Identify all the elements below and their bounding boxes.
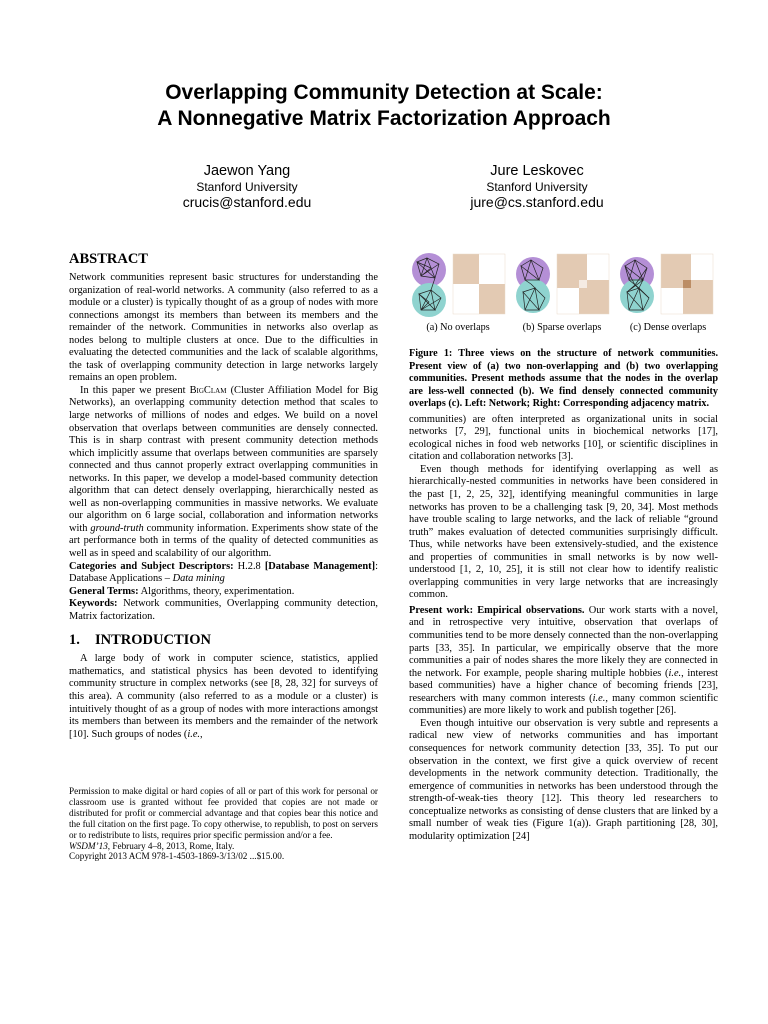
categories-line — [69, 561, 378, 586]
venue-details: , February 4–8, 2013, Rome, Italy. — [107, 840, 235, 851]
author-block-1 — [117, 162, 377, 211]
abstract-paragraph-2 — [69, 385, 378, 561]
author-affiliation: Stanford University — [486, 180, 588, 194]
right-column — [409, 250, 718, 843]
introduction-heading — [69, 631, 378, 649]
present-work-heading: Present work: Empirical observations. — [409, 604, 585, 616]
right-paragraph-1: communities) are often interpreted as organizational units in social networks [7, 29], functional units in biochemical networks [17], ecological niches in food web networks [10], or scientific disciplines in citation and collaboration networks [3]. — [409, 413, 718, 463]
matrix-block — [453, 254, 479, 284]
keywords-label: Keywords: — [69, 598, 118, 610]
present-work-b: , interest based communities) have a higher chance of becoming friends [23], researchers with many common interests ( — [409, 667, 718, 704]
abstract-heading: ABSTRACT — [69, 251, 148, 267]
present-work-ie: i.e. — [668, 667, 682, 679]
matrix-overlap — [683, 280, 691, 288]
permission-text: Permission to make digital or hard copies of all or part of this work for personal or classroom use is granted without fee provided that copies are not made or distributed for profit or commercial advantage and that copies bear this notice and the full citation on the first page. To copy otherwise, to republish, to post on servers or to redistribute to lists, requires prior specific permission and/or a fee. — [69, 786, 378, 840]
right-paragraph-4: Even though intuitive our observation is very subtle and represents a radical new view of networks communities and has important consequences for network community detection [33, 35]. To put our observation in the context, we first give a quick overview of recent developments in the network community detection. Traditionally, the emergence of communities in networks has been understood through the strength-of-weak-ties theory [12]. This theory led researchers to conceptualize networks as consisting of dense clusters that are linked by a small number of weak ties (Figure 1(a)). Graph partitioning [28, 30], modularity optimization [24] — [409, 717, 718, 842]
categories-code: H.2.8 — [233, 560, 265, 572]
section-title: INTRODUCTION — [95, 632, 212, 649]
bigclam-name: BigClam — [189, 384, 227, 396]
categories-sub: : Database Applications – — [69, 560, 378, 585]
panel-c-graphic — [617, 252, 717, 322]
categories-db: [Database Management] — [264, 560, 376, 572]
venue-line — [69, 841, 378, 852]
left-column — [69, 250, 378, 741]
author-email[interactable]: crucis@stanford.edu — [182, 194, 312, 210]
abstract-p2-c: community information. Experiments show state of the art performance both in terms of the quality of detected communities as well as in speed and scalability of our algorithm. — [69, 522, 379, 560]
section-number: 1. — [69, 632, 80, 649]
terms-value: Algorithms, theory, experimentation. — [138, 585, 295, 597]
author-block-2 — [407, 162, 667, 211]
matrix-overlap — [579, 280, 587, 288]
intro-p1-a: A large body of work in computer science, statistics, applied mathematics, and statistical physics has been devoted to identifying community structure in complex networks (see [8, 28, 32] for surveys of this area). A community (also referred to as a module or a cluster) is intuitively thought of as a group of nodes with more interactions amongst its members than between its members and the remainder of the network [10]. Such groups of nodes ( — [69, 653, 378, 740]
subcaption-b: (b) Sparse overlaps — [522, 322, 602, 333]
panel-no-overlaps — [409, 252, 509, 328]
author-name: Jure Leskovec — [490, 163, 584, 179]
terms-label: General Terms: — [69, 585, 139, 597]
panel-sparse-overlaps — [513, 252, 613, 328]
subcaption-a: (a) No overlaps — [426, 322, 490, 333]
figure-caption: Figure 1: Three views on the structure of network communities. Present view of (a) two non-overlapping and (b) two overlapping communities. Present methods assume that the nodes in the overlap are less-well connected (b). We find densely connected community overlaps (c). Left: Network; Right: Corresponding adjacency matrix. — [409, 348, 718, 410]
general-terms-line — [69, 586, 378, 599]
present-work-ie-2: i.e. — [592, 692, 606, 704]
title-line-1: Overlapping Community Detection at Scale: — [165, 81, 603, 104]
abstract-p2-a: In this paper we present — [80, 384, 190, 396]
keywords-line — [69, 598, 378, 623]
community-teal — [412, 283, 446, 317]
present-work-paragraph — [409, 605, 718, 718]
abstract-p2-b: (Cluster Affiliation Model for Big Networks), an overlapping community detection method that scales to large networks of millions of nodes and edges. We build on a novel observation that overlaps between communities are densely connected. This is in sharp contrast with present community detection methods which implicitly assume that overlaps between communities are sparsely connected and thus cannot properly extract overlapping communities in networks. In this paper, we develop a model-based community detection algorithm that can detect densely overlapping, hierarchically nested as well as non-overlapping communities in massive networks. We evaluate our algorithm on 6 large social, collaboration and information networks with — [69, 384, 378, 534]
intro-paragraph-1 — [69, 653, 378, 741]
author-affiliation: Stanford University — [196, 180, 298, 194]
categories-mining: Data mining — [172, 573, 225, 585]
intro-ie: i.e. — [187, 728, 201, 740]
subcaption-c: (c) Dense overlaps — [629, 322, 707, 333]
title-line-2: A Nonnegative Matrix Factorization Approach — [157, 107, 611, 130]
panel-a-graphic — [409, 252, 509, 322]
panel-dense-overlaps — [617, 252, 717, 328]
author-email[interactable]: jure@cs.stanford.edu — [470, 194, 604, 210]
keywords-value: Network communities, Overlapping community detection, Matrix factorization. — [69, 598, 378, 622]
ground-truth-term: ground-truth — [90, 522, 144, 534]
copyright-line: Copyright 2013 ACM 978-1-4503-1869-3/13/02 ...$15.00. — [69, 851, 285, 862]
abstract-paragraph-1: Network communities represent basic structures for understanding the organization of real-world networks. A community (also referred to as a module or a cluster) is typically thought of as a group of nodes with more connections amongst its members than between its members and the remainder of the network. Communities in networks also overlap as nodes belong to multiple clusters at once. Due to the difficulties in evaluating the detected communities and the lack of scalable algorithms, the task of overlapping community detection in large networks largely remains an open problem. — [69, 272, 378, 384]
figure-1 — [409, 252, 718, 348]
community-teal — [516, 279, 550, 313]
paper-title — [0, 80, 768, 132]
venue-name: WSDM’13 — [69, 840, 108, 851]
intro-p1-b: , — [200, 728, 203, 740]
matrix-block — [479, 284, 505, 314]
present-work-a: Our work starts with a novel, and in retrospective very intuitive, observation that overlaps of communities tend to be more densely connected than the non-overlapping parts [33, 35]. In particular, we empirically observe that the more communities a pair of nodes shares the more likely they are connected in the network. For example, people sharing multiple hobbies ( — [409, 604, 718, 679]
categories-label: Categories and Subject Descriptors: — [69, 560, 234, 572]
present-work-c: , many common scientific communities) are more likely to work and publish together [26]. — [409, 692, 719, 717]
author-name: Jaewon Yang — [203, 163, 291, 179]
right-paragraph-2: Even though methods for identifying overlapping as well as hierarchically-nested communities in networks have been considered in the past [1, 2, 25, 32], identifying meaningful communities in large networks has proven to be a challenging task [9, 20, 34]. Most methods have trouble scaling to large networks, and the lack of reliable “ground truth” makes evaluation of detected communities surprisingly difficult. Thus, while networks have been extensively-studied, and the existence and properties of communities in small networks is by now well-understood [1, 2, 10, 25], it is still not clear how to identify realistic overlapping communities in very large networks that are increasingly common. — [409, 463, 718, 601]
permission-footnote — [69, 786, 378, 862]
panel-b-graphic — [513, 252, 613, 322]
